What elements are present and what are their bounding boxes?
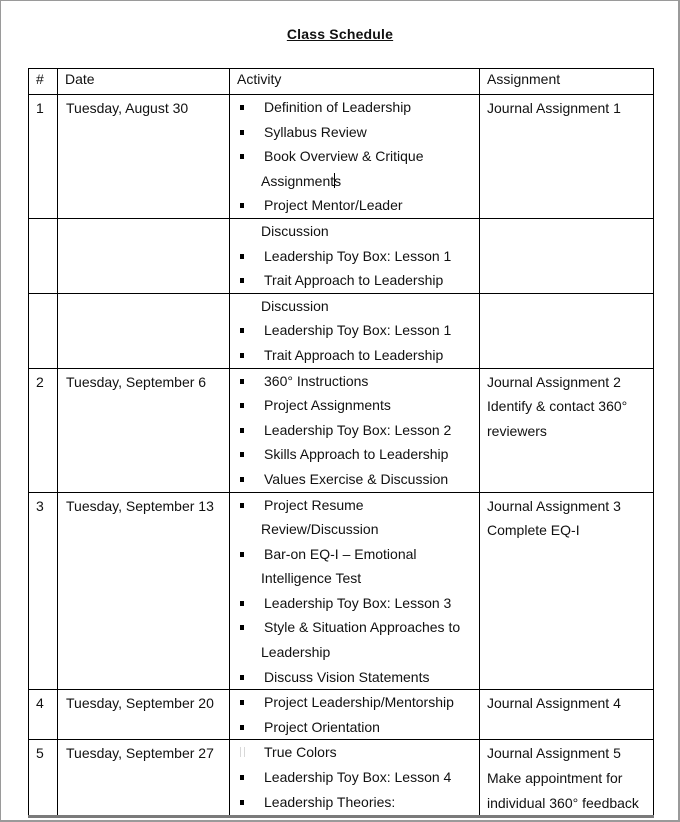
row-date: Tuesday, September 6	[58, 368, 230, 492]
activity-item	[230, 493, 479, 518]
activity-list	[230, 369, 479, 492]
assignment-line: Journal Assignment 5	[487, 745, 621, 762]
activity-item	[230, 765, 479, 790]
activity-text: Values Exercise & Discussion	[264, 470, 449, 487]
activity-text: Project Leadership/Mentorship	[264, 694, 454, 711]
row-date	[58, 293, 230, 368]
row-assignment	[480, 95, 654, 219]
activity-item	[230, 740, 479, 765]
row-number: 2	[29, 368, 58, 492]
row-number: 1	[29, 95, 58, 219]
square-bullet-icon	[240, 700, 244, 705]
row-number	[29, 293, 58, 368]
assignment-line: Journal Assignment 4	[487, 695, 621, 712]
assignment-line: Make appointment for	[487, 770, 623, 787]
square-bullet-icon	[240, 452, 244, 457]
row-date: Tuesday, September 13	[58, 492, 230, 690]
activity-item	[230, 418, 479, 443]
activity-text: Book Overview & Critique	[264, 148, 424, 165]
square-bullet-icon	[240, 601, 244, 606]
row-activity	[230, 293, 480, 368]
row-activity	[230, 740, 480, 817]
square-bullet-icon	[240, 477, 244, 482]
row-assignment	[480, 368, 654, 492]
header-number: #	[29, 69, 58, 95]
activity-item	[230, 715, 479, 740]
activity-item	[230, 120, 479, 145]
square-bullet-icon	[240, 130, 244, 135]
row-activity	[230, 95, 480, 219]
row-date	[58, 218, 230, 293]
activity-text: Style & Situation Approaches to	[264, 619, 461, 636]
activity-item	[230, 690, 479, 715]
activity-text: Bar-on EQ-I – Emotional	[264, 545, 417, 562]
square-bullet-icon	[240, 379, 244, 384]
activity-text: Leadership Toy Box: Lesson 4	[264, 769, 452, 786]
activity-list	[230, 219, 479, 293]
activity-item	[230, 369, 479, 394]
assignment-line: reviewers	[487, 422, 547, 439]
row-number: 5	[29, 740, 58, 817]
row-number	[29, 218, 58, 293]
activity-item-continuation: Discussion	[261, 222, 329, 239]
table-row	[29, 740, 654, 817]
square-bullet-icon	[240, 254, 244, 259]
activity-item	[230, 393, 479, 418]
activity-text: Discuss Vision Statements	[264, 668, 430, 685]
square-bullet-icon	[240, 428, 244, 433]
activity-text: Leadership Toy Box: Lesson 1	[264, 322, 452, 339]
document-title: Class Schedule	[286, 26, 394, 42]
activity-list	[230, 690, 479, 739]
assignment-line: Complete EQ-I	[487, 522, 580, 539]
square-bullet-icon	[240, 675, 244, 680]
table-row	[29, 293, 654, 368]
assignment-line: Journal Assignment 2	[487, 373, 621, 390]
activity-item	[230, 790, 479, 815]
square-bullet-icon	[240, 105, 244, 110]
square-bullet-icon	[240, 625, 244, 630]
activity-list	[230, 493, 479, 690]
row-date: Tuesday, September 27	[58, 740, 230, 817]
table-body	[29, 95, 654, 817]
header-assignment: Assignment	[480, 69, 654, 95]
row-assignment	[480, 218, 654, 293]
activity-list	[230, 740, 479, 814]
row-assignment	[480, 690, 654, 740]
square-bullet-icon	[240, 154, 244, 159]
activity-item-continuation: Review/Discussion	[261, 521, 379, 538]
activity-text: Trait Approach to Leadership	[264, 272, 444, 289]
assignment-line: Journal Assignment 3	[487, 497, 621, 514]
row-assignment	[480, 293, 654, 368]
table-header-row	[29, 69, 654, 95]
row-assignment	[480, 740, 654, 817]
activity-text: Leadership Toy Box: Lesson 2	[264, 421, 452, 438]
activity-item-continuation	[230, 169, 479, 194]
square-bullet-icon	[240, 353, 244, 358]
activity-item	[230, 467, 479, 492]
row-number: 4	[29, 690, 58, 740]
activity-text: Leadership Toy Box: Lesson 1	[264, 247, 452, 264]
activity-item	[230, 268, 479, 293]
activity-text: Skills Approach to Leadership	[264, 446, 449, 463]
row-activity	[230, 690, 480, 740]
assignment-line: Identify & contact 360°	[487, 398, 628, 415]
activity-text: Trait Approach to Leadership	[264, 346, 444, 363]
activity-item-continuation: Discussion	[261, 297, 329, 314]
activity-text: Syllabus Review	[264, 123, 367, 140]
activity-list	[230, 294, 479, 368]
activity-item	[230, 343, 479, 368]
row-activity	[230, 368, 480, 492]
row-number: 3	[29, 492, 58, 690]
assignment-line: individual 360° feedback	[487, 794, 639, 811]
header-date: Date	[58, 69, 230, 95]
activity-item	[230, 244, 479, 269]
square-bullet-icon	[240, 403, 244, 408]
activity-item	[230, 193, 479, 218]
activity-item	[230, 442, 479, 467]
row-assignment	[480, 492, 654, 690]
activity-text: s	[334, 172, 342, 189]
activity-list	[230, 95, 479, 218]
assignment-line: Journal Assignment 1	[487, 100, 621, 116]
activity-item-continuation: Leadership	[261, 644, 331, 661]
table-row	[29, 218, 654, 293]
table-row	[29, 492, 654, 690]
activity-item	[230, 615, 479, 640]
square-bullet-icon	[240, 328, 244, 333]
activity-text: Leadership Theories:	[264, 793, 396, 810]
row-activity	[230, 492, 480, 690]
table-row	[29, 368, 654, 492]
square-bullet-icon	[240, 725, 244, 730]
activity-text: True Colors	[264, 744, 337, 761]
header-activity: Activity	[230, 69, 480, 95]
activity-item	[230, 318, 479, 343]
table-row	[29, 95, 654, 219]
row-date: Tuesday, August 30	[58, 95, 230, 219]
row-activity	[230, 218, 480, 293]
schedule-table-wrapper	[28, 68, 653, 818]
square-bullet-icon	[240, 775, 244, 780]
activity-text: 360° Instructions	[264, 372, 369, 389]
activity-item	[230, 95, 479, 120]
activity-text: Definition of Leadership	[264, 99, 412, 115]
activity-text: Project Mentor/Leader	[264, 197, 403, 214]
activity-text: Assignment	[261, 172, 335, 189]
missing-bullet-glyph-icon	[240, 747, 245, 757]
square-bullet-icon	[240, 203, 244, 208]
activity-item	[230, 665, 479, 690]
schedule-table	[28, 68, 654, 818]
activity-item-continuation: Intelligence Test	[261, 570, 362, 587]
activity-item	[230, 591, 479, 616]
activity-item	[230, 144, 479, 169]
square-bullet-icon	[240, 278, 244, 283]
activity-text: Project Orientation	[264, 718, 380, 735]
row-date: Tuesday, September 20	[58, 690, 230, 740]
activity-text: Project Resume	[264, 496, 364, 513]
square-bullet-icon	[240, 800, 244, 805]
table-row	[29, 690, 654, 740]
activity-text: Project Assignments	[264, 397, 391, 414]
square-bullet-icon	[240, 503, 244, 508]
square-bullet-icon	[240, 552, 244, 557]
activity-text: Leadership Toy Box: Lesson 3	[264, 594, 452, 611]
activity-item	[230, 542, 479, 567]
